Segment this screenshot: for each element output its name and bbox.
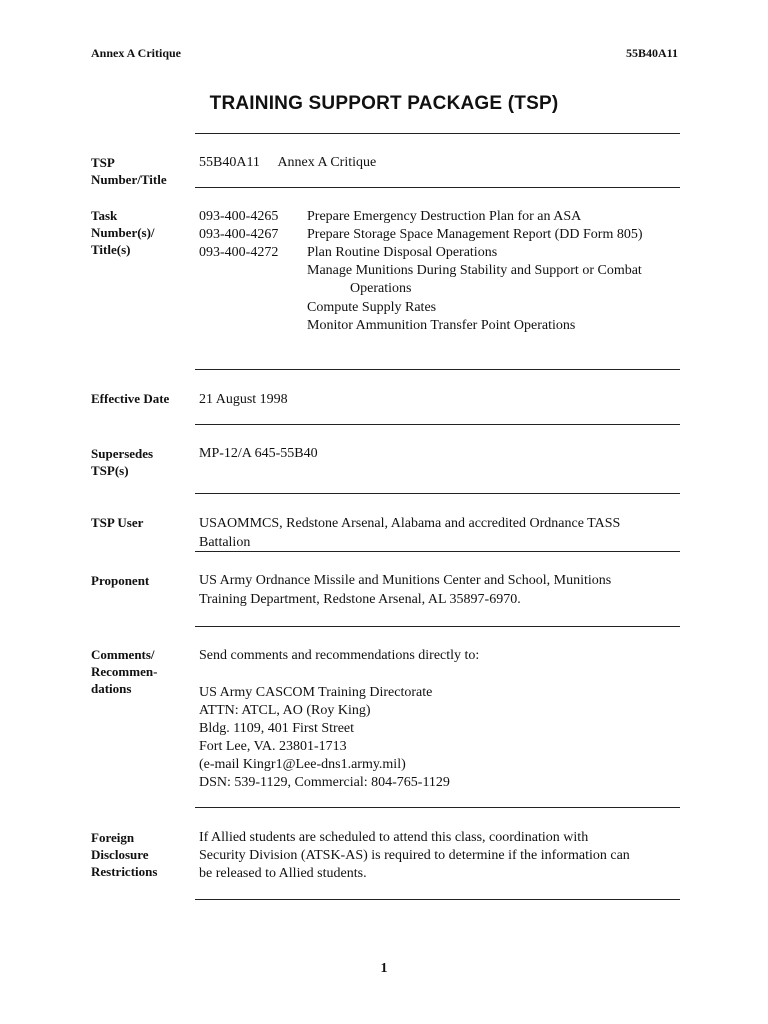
- tsp-number: 55B40A11: [199, 155, 260, 170]
- label-line: Foreign: [91, 830, 135, 845]
- label-line: Recommen-: [91, 664, 158, 679]
- proponent-label: Proponent: [91, 573, 150, 588]
- divider: [195, 626, 680, 627]
- tsp-name: Annex A Critique: [277, 155, 377, 170]
- text-line: If Allied students are scheduled to attend this class, coordination with: [199, 830, 589, 845]
- supersedes-value: MP-12/A 645-55B40: [199, 446, 318, 461]
- task-number: 093-400-4265: [199, 209, 279, 224]
- tsp-number-title-label: [91, 154, 191, 188]
- label-line: Supersedes: [91, 446, 154, 461]
- comments-label: [91, 646, 191, 697]
- label-line: Number(s)/: [91, 225, 155, 240]
- divider: [195, 493, 680, 494]
- label-line: TSP: [91, 155, 115, 170]
- text-line: Security Division (ATSK-AS) is required to determine if the information can: [199, 848, 630, 863]
- task-number: 093-400-4267: [199, 227, 279, 242]
- label-line: Disclosure: [91, 847, 149, 862]
- divider: [195, 369, 680, 370]
- text-line: Training Department, Redstone Arsenal, AL 35897-6970.: [199, 592, 521, 607]
- label-line: Task: [91, 208, 118, 223]
- tsp-user-value: [199, 514, 620, 552]
- comments-intro: Send comments and recommendations directly to:: [199, 648, 480, 663]
- task-title: Manage Munitions During Stability and Support or Combat: [307, 263, 642, 278]
- address-line: DSN: 539-1129, Commercial: 804-765-1129: [199, 775, 450, 790]
- comments-address: [199, 684, 450, 792]
- task-title-continuation: Operations: [350, 281, 412, 296]
- label-line: Restrictions: [91, 864, 158, 879]
- divider: [195, 551, 680, 552]
- label-line: Number/Title: [91, 172, 167, 187]
- text-line: Battalion: [199, 535, 251, 550]
- label-line: Title(s): [91, 242, 131, 257]
- running-header-left: Annex A Critique: [91, 46, 182, 60]
- text-line: USAOMMCS, Redstone Arsenal, Alabama and accredited Ordnance TASS: [199, 516, 621, 531]
- task-label: [91, 207, 191, 258]
- supersedes-label: [91, 445, 191, 479]
- task-title: Monitor Ammunition Transfer Point Operations: [307, 318, 576, 333]
- divider: [195, 133, 680, 134]
- effective-date-value: 21 August 1998: [199, 392, 288, 407]
- text-line: US Army Ordnance Missile and Munitions Center and School, Munitions: [199, 573, 612, 588]
- task-title: Prepare Storage Space Management Report (DD Form 805): [307, 227, 643, 242]
- address-line: (e-mail Kingr1@Lee-dns1.army.mil): [199, 757, 406, 772]
- address-line: Bldg. 1109, 401 First Street: [199, 721, 355, 736]
- task-number: 093-400-4272: [199, 245, 279, 260]
- label-line: Comments/: [91, 647, 155, 662]
- divider: [195, 807, 680, 808]
- label-line: dations: [91, 681, 132, 696]
- label-line: TSP(s): [91, 463, 129, 478]
- address-line: Fort Lee, VA. 23801-1713: [199, 739, 347, 754]
- address-line: ATTN: ATCL, AO (Roy King): [199, 703, 371, 718]
- foreign-disclosure-value: [199, 829, 630, 883]
- task-title: Compute Supply Rates: [307, 300, 437, 315]
- tsp-user-label: TSP User: [91, 515, 144, 530]
- divider: [195, 424, 680, 425]
- proponent-value: [199, 571, 611, 609]
- running-header-right: 55B40A11: [625, 46, 678, 60]
- task-title: Plan Routine Disposal Operations: [307, 245, 498, 260]
- effective-date-label: Effective Date: [91, 391, 170, 406]
- divider: [195, 899, 680, 900]
- address-line: US Army CASCOM Training Directorate: [199, 685, 433, 700]
- tsp-number-title-value: [199, 154, 376, 172]
- document-title: TRAINING SUPPORT PACKAGE (TSP): [209, 93, 559, 114]
- foreign-disclosure-label: [91, 829, 191, 880]
- text-line: be released to Allied students.: [199, 866, 367, 881]
- task-title: Prepare Emergency Destruction Plan for an ASA: [307, 209, 582, 224]
- divider: [195, 187, 680, 188]
- page-number: 1: [380, 961, 388, 976]
